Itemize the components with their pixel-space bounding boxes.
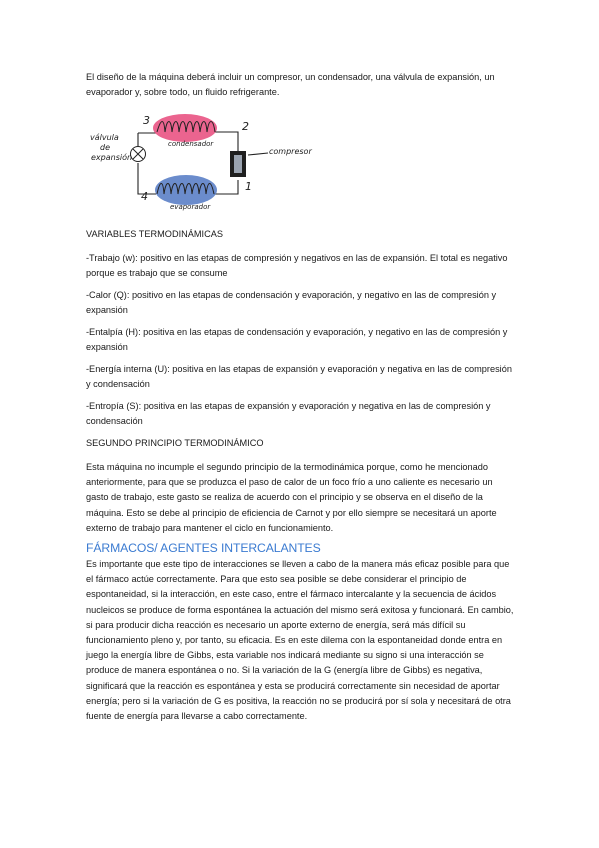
variable-work: -Trabajo (w): positivo en las etapas de compresión y negativos en las de expansión. El total es negativo porque es trabajo que se consume: [86, 253, 508, 279]
variable-internal-energy: -Energía interna (U): positiva en las etapas de expansión y evaporación y negativa en las de compresión y condensación: [86, 364, 512, 390]
second-law-heading: SEGUNDO PRINCIPIO TERMODINÁMICO: [86, 438, 264, 448]
compressor-label: compresor: [269, 147, 312, 156]
condenser-label: condensador: [168, 140, 214, 148]
drugs-heading: FÁRMACOS/ AGENTES INTERCALANTES: [86, 541, 321, 555]
compressor: [230, 151, 246, 177]
variable-heat: -Calor (Q): positivo en las etapas de condensación y evaporación, y negativo en las de compresión y expansión: [86, 290, 497, 316]
evaporator: [155, 175, 217, 205]
point-3-label: 3: [143, 114, 150, 127]
valve-label-line-2: de: [100, 143, 110, 152]
variables-heading: VARIABLES TERMODINÁMICAS: [86, 229, 223, 239]
second-law-paragraph: Esta máquina no incumple el segundo principio de la termodinámica porque, como he mencionado anteriormente, para que se produzca el paso de calor de un foco frío a uno caliente es necesario un gasto de trabajo, este gasto se realiza de acuerdo con el principio y se observa en el diseño de la máquina. Esto se debe al principio de eficiencia de Carnot y por ello siempre se necesitará un aporte externo de trabajo para mantener el ciclo en funcionamiento.: [86, 462, 497, 533]
valve-label-line-3: expansión: [91, 153, 133, 162]
variable-entropy: -Entropía (S): positiva en las etapas de expansión y evaporación y negativa en las de compresión y condensación: [86, 401, 491, 427]
intro-paragraph: El diseño de la máquina deberá incluir un compresor, un condensador, una válvula de expansión, un evaporador y, sobre todo, un fluido refrigerante.: [86, 72, 495, 98]
drugs-paragraph: Es importante que este tipo de interacciones se lleven a cabo de la manera más eficaz posible para que el fármaco actúe correctamente. Para que esto sea posible se debe considerar el principio de espontaneidad, si la interacción, en este caso, entre el fármaco intercalante y la secuencia de ácidos nucleicos se produce de forma espontánea la actuación del mismo será exitosa y funcionará. En cambio, si para producir dicha reacción es necesario un aporte externo de energía, será más difícil su funcionamiento pleno y, por tanto, su eficacia. Es en este dilema con la espontaneidad donde entra en juego la energía libre de Gibbs, esta variable nos indicará mediante su signo si una interacción se produce de manera espontánea o no. Si la variación de la G (energía libre de Gibbs) es negativa, significará que la reacción es espontánea y esta se producirá correctamente sin necesidad de aportar energía; pero si la variación de G es positiva, la reacción no se producirá por sí sola y necesitará de otra fuente de energía para llevarse a cabo correctamente.: [86, 559, 514, 722]
expansion-valve: [131, 147, 146, 162]
evaporator-label: evaporador: [170, 203, 211, 211]
valve-label-line-1: válvula: [90, 133, 119, 142]
point-1-label: 1: [245, 180, 252, 193]
point-4-label: 4: [141, 190, 148, 203]
point-2-label: 2: [242, 120, 249, 133]
condenser: [153, 114, 217, 142]
variable-enthalpy: -Entalpía (H): positiva en las etapas de condensación y evaporación, y negativo en las de compresión y expansión: [86, 327, 508, 353]
refrigeration-cycle-diagram: [88, 108, 328, 216]
